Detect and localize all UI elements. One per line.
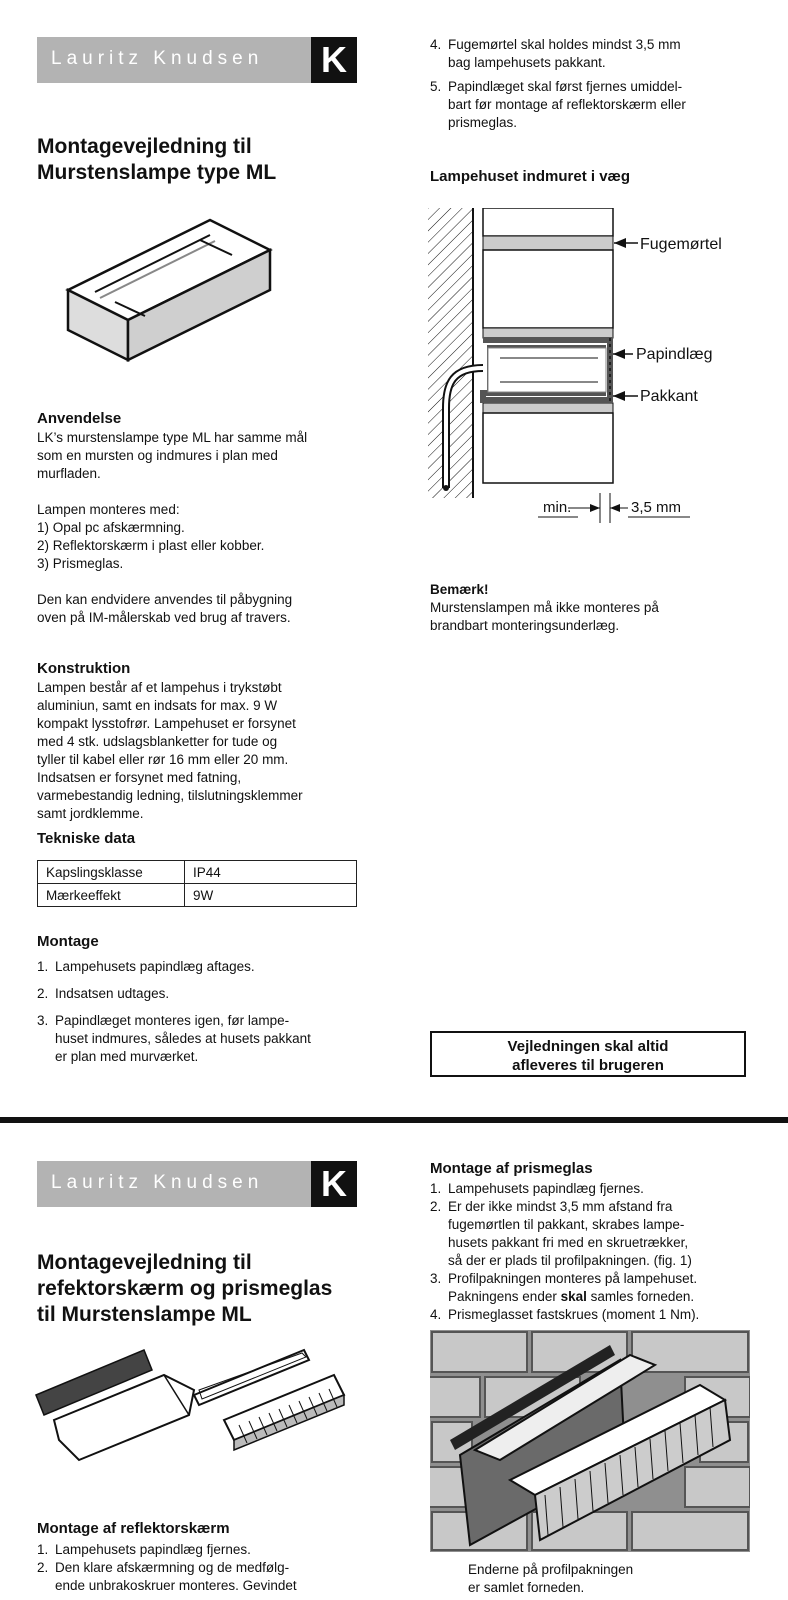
reflektor-list [37,1541,367,1595]
prismeglas-heading: Montage af prismeglas [430,1160,593,1177]
reflector-prism-illustration [34,1345,354,1465]
page-title-2: Montagevejledning til refektorskærm og prismeglas til Murstenslampe ML [37,1251,333,1326]
bemaerk-note: Bemærk! Murstenslampen må ikke monteres på brandbart monteringsunderlæg. [430,582,659,633]
brand-banner-2 [37,1161,357,1207]
list-item: 4. Fugemørtel skal holdes mindst 3,5 mm bag lampehusets pakkant. [430,37,681,70]
list-item: 1. Lampehusets papindlæg aftages. [37,959,255,974]
list-item: 1. Lampehusets papindlæg fjernes. [37,1542,251,1557]
prismeglas-list [430,1180,770,1324]
diagram-heading: Lampehuset indmuret i væg [430,168,631,185]
tech-data-table [37,860,357,907]
montage-list [37,958,367,1066]
label-papindlaeg: Papindlæg [636,346,713,363]
brand-banner [37,37,357,83]
montage-list-continued [430,36,760,132]
konstruktion-heading: Konstruktion [37,660,131,677]
brick-lamp-illustration [60,210,280,370]
label-min: min. [543,499,572,516]
tekniske-heading: Tekniske data [37,830,136,847]
page-title: Montagevejledning til Murstenslampe type ML [37,135,277,184]
brand-logo-2: K [311,1161,357,1207]
list-item: 3. Papindlæget monteres igen, før lampe- huset indmures, således at husets pakkant er plan med murværket. [37,1013,311,1064]
montage-heading: Montage [37,933,99,950]
user-notice-box: Vejledningen skal altid afleveres til brugeren [430,1031,746,1077]
brand-name-2: Lauritz Knudsen [51,1172,264,1193]
label-mm: 3,5 mm [631,499,682,516]
konstruktion-text: Lampen består af et lampehus i trykstøbt aluminiun, samt en indsats for max. 9 W kompakt lysstofrør. Lampehuset er forsynet med 4 stk. udslagsblanketter for tude og tyller til kabel eller rør 16 mm eller 20 mm. Indsatsen er forsynet med fatning, varmebestandig ledning, tilslutningsklemmer samt jordklemme. [37,680,303,821]
list-item: 5. Papindlæget skal først fjernes umiddel- bart før montage af reflektorskærm eller prismeglas. [430,79,686,130]
list-item: 2. Indsatsen udtages. [37,986,170,1001]
label-fugemortel: Fugemørtel [640,236,722,253]
list-item: 1. Lampehusets papindlæg fjernes. [430,1181,644,1196]
list-item: 4. Prismeglasset fastskrues (moment 1 Nm). [430,1307,700,1322]
label-pakkant: Pakkant [640,388,698,405]
anvendelse-text: LK’s murstenslampe type ML har samme mål som en mursten og indmures i plan med murfladen. Lampen monteres med: 1) Opal pc afskærmning. 2) Reflektorskærm i plast eller kobber. 3) Prismeglas. Den kan endvidere anvendes til påbygning oven på IM-målerskab ved brug af travers. [37,430,308,625]
brand-logo: K [311,37,357,83]
wall-section-diagram [428,208,758,538]
page-divider [0,1117,788,1123]
brand-name: Lauritz Knudsen [51,48,264,69]
prism-install-illustration [430,1330,750,1552]
table-row: Kapslingsklasse IP44 [38,861,357,884]
list-item: 3. Profilpakningen monteres på lampehuset. Pakningens ender skal samles forneden. [430,1271,698,1304]
anvendelse-heading: Anvendelse [37,410,122,427]
list-item: 2. Er der ikke mindst 3,5 mm afstand fra fugemørtlen til pakkant, skrabes lampe- husets pakkant fri med en skruetrækker, så der er plads til profilpakningen. (fig. 1) [430,1199,692,1268]
list-item: 2. Den klare afskærmning og de medfølg- ende unbrakoskruer monteres. Gevindet [37,1560,297,1593]
reflektor-heading: Montage af reflektorskærm [37,1520,230,1537]
table-row: Mærkeeffekt 9W [38,884,357,907]
figure-caption: Enderne på profilpakningen er samlet forneden. [468,1562,634,1595]
